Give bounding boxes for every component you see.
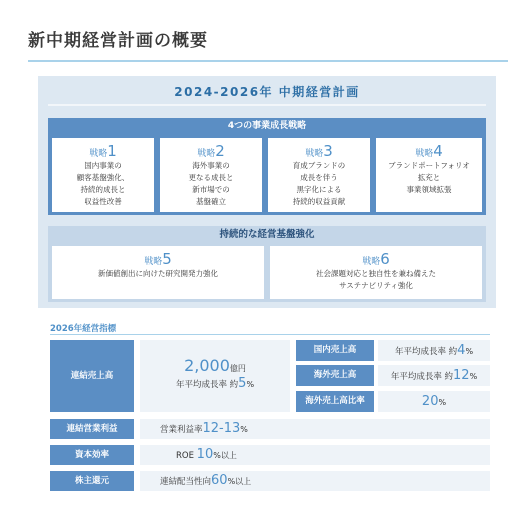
operating-number: 12-13 (202, 421, 241, 436)
growth-strategies-group (48, 135, 486, 215)
strategy-head: 戦略5 (144, 250, 172, 268)
overseas-unit: % (469, 372, 478, 381)
foundation-bar: 持続的な経営基盤強化 (48, 226, 486, 244)
sales-growth-unit: % (246, 380, 255, 389)
strategy-line: 成長を伴う (300, 173, 338, 182)
kpi-label-capital: 資本効率 (50, 445, 134, 465)
kpi-underline (50, 334, 490, 335)
kpi-operating-value (140, 419, 490, 439)
strategy-line: 収益性改善 (84, 197, 122, 206)
strategy-line: 基盤確立 (196, 197, 226, 206)
kpi-label-operating: 連結営業利益 (50, 419, 134, 439)
strategy-card-4 (376, 138, 482, 212)
strategy-line: 育成ブランドの (292, 161, 346, 170)
kpi-label-sales: 連結売上高 (50, 340, 134, 412)
strategy-line: 黒字化による (296, 185, 342, 194)
strategy-head: 戦略6 (362, 250, 390, 268)
operating-unit: % (240, 425, 248, 434)
strategy-line: 国内事業の (84, 161, 122, 170)
overseas-ratio-unit: % (438, 398, 447, 407)
sales-amount (140, 356, 290, 375)
kpi-capital-value (140, 445, 490, 465)
strategy-line: 海外事業の (192, 161, 230, 170)
kpi-label-overseas-ratio: 海外売上高比率 (296, 391, 374, 412)
sales-growth-prefix: 年平均成長率 約 (175, 380, 239, 390)
domestic-number: 4 (457, 343, 466, 358)
operating-prefix: 営業利益率 (160, 425, 203, 435)
kpi-overseas-ratio-value (378, 391, 490, 412)
kpi-label-shareholder: 株主還元 (50, 471, 134, 491)
shareholder-unit: %以上 (227, 477, 252, 486)
strategy-line: 持続的収益貢献 (292, 197, 346, 206)
shareholder-prefix: 連結配当性向 (160, 477, 212, 487)
kpi-label-domestic: 国内売上高 (296, 340, 374, 361)
strategy-card-2 (160, 138, 262, 212)
capital-prefix: ROE (176, 451, 197, 461)
domestic-prefix: 年平均成長率 約 (394, 347, 458, 357)
sales-growth-number: 5 (238, 376, 247, 391)
strategy-line: 持続的成長と (80, 185, 126, 194)
strategy-card-6 (270, 246, 482, 299)
kpi-label-overseas: 海外売上高 (296, 365, 374, 386)
kpi-title: 2026年経営指標 (50, 324, 117, 334)
plan-divider (48, 104, 486, 106)
growth-strategies-bar: 4つの事業成長戦略 (48, 118, 486, 135)
overseas-prefix: 年平均成長率 約 (390, 372, 454, 382)
strategy-line: 新価値創出に向けた研究開発力強化 (98, 269, 218, 278)
strategy-line: 事業領域拡張 (406, 185, 452, 194)
strategy-line: 更なる成長と (188, 173, 234, 182)
sales-amount-number: 2,000 (184, 356, 230, 375)
strategy-line: 社会課題対応と独自性を兼ね備えた (316, 269, 436, 278)
shareholder-number: 60 (211, 473, 228, 488)
strategy-line: 拡充と (417, 173, 441, 182)
domestic-unit: % (465, 347, 474, 356)
kpi-sales-value (140, 340, 290, 412)
overseas-ratio-number: 20 (421, 394, 439, 409)
page-title: 新中期経営計画の概要 (28, 31, 208, 51)
strategy-head: 戦略3 (305, 142, 333, 160)
sales-amount-unit: 億円 (229, 364, 246, 373)
strategy-head: 戦略4 (415, 142, 443, 160)
plan-panel (38, 76, 496, 308)
strategy-card-3 (268, 138, 370, 212)
strategy-head: 戦略1 (89, 142, 117, 160)
strategy-head: 戦略2 (197, 142, 225, 160)
plan-header: 2024-2026年 中期経営計画 (174, 85, 360, 99)
strategy-card-5 (52, 246, 264, 299)
strategy-line: 顧客基盤強化、 (76, 173, 130, 182)
overseas-number: 12 (453, 368, 470, 383)
strategy-line: 新市場での (192, 185, 230, 194)
capital-number: 10 (196, 447, 214, 462)
kpi-shareholder-value (140, 471, 490, 491)
sales-growth (140, 376, 290, 391)
kpi-domestic-value (378, 340, 490, 361)
strategy-line: ブランドポートフォリオ (388, 161, 470, 170)
foundation-group (48, 244, 486, 302)
capital-unit: %以上 (213, 451, 237, 460)
kpi-overseas-value (378, 365, 490, 386)
title-underline (28, 60, 508, 62)
strategy-line: サステナビリティ強化 (339, 281, 413, 290)
strategy-card-1 (52, 138, 154, 212)
